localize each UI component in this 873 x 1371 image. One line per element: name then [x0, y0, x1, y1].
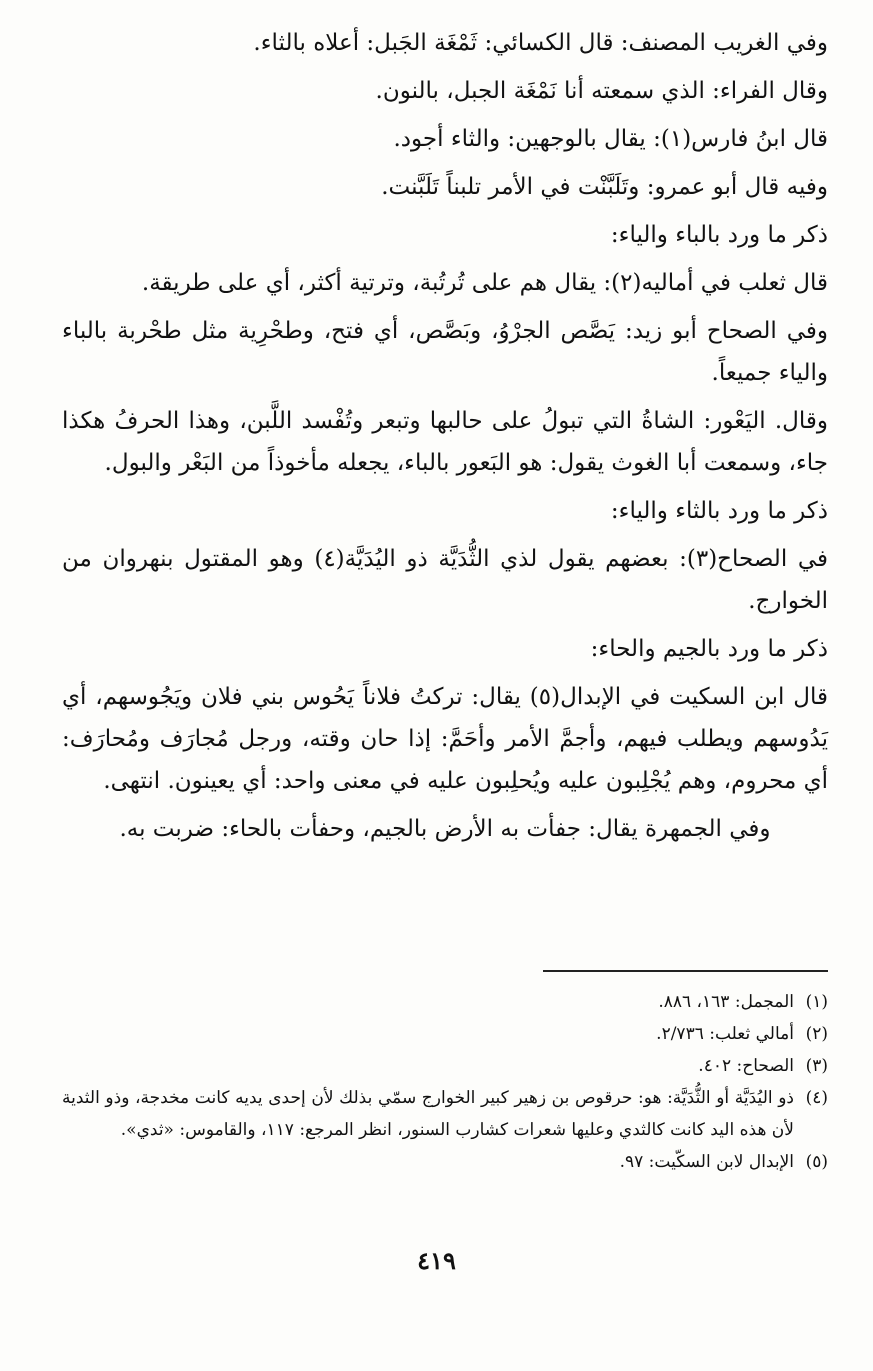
- paragraph: وفي الصحاح أبو زيد: يَصَّص الجرْوُ، وبَصَّص، أي فتح، وطحْرِية مثل طحْربة بالباء والياء جميعاً.: [62, 318, 828, 386]
- paragraph: وفيه قال أبو عمرو: وتَلَبَّنْت في الأمر تلبناً تَلَبَّنت.: [381, 174, 828, 200]
- paragraph: قال ابن السكيت في الإبدال(٥) يقال: تركتُ فلاناً يَحُوس بني فلان ويَجُوسهم، أي يَدُوسهم ويطلب فيهم، وأجمَّ الأمر وأحَمَّ: إذا حان وقته، ورجل مُجارَف ومُحارَف: أي محروم، وهم يُجْلِبون عليه ويُحلِبون عليه في معنى واحد: أي يعينون. انتهى.: [62, 684, 829, 794]
- paragraph: قال ثعلب في أماليه(٢): يقال هم على تُرتُبة، وترتية أكثر، أي على طريقة.: [141, 270, 828, 296]
- footnote-text: أمالي ثعلب: ٢/٧٣٦.: [656, 1024, 794, 1044]
- paragraph: وفي الغريب المصنف: قال الكسائي: ثَمْغَة الجَبل: أعلاه بالثاء.: [253, 30, 828, 56]
- main-text: [62, 22, 828, 856]
- footnote: [62, 1018, 828, 1050]
- footnote-number: (٥): [805, 1152, 828, 1172]
- paragraph: وفي الجمهرة يقال: جفأت به الأرض بالجيم، وحفأت بالحاء: ضربت به.: [119, 816, 771, 842]
- footnote-text: ذو اليُدَيَّة أو الثُّدَيَّة: هو: حرقوص بن زهير كبير الخوارج سمّي بذلك لأن إحدى يديه كانت مخدجة، وذو الثدية لأن هذه اليد كانت كالثدي وعليها شعرات كشارب السنور، انظر المرجع: ١١٧، والقاموس: «ثدي».: [62, 1088, 794, 1140]
- footnote-text: الإبدال لابن السكّيت: ٩٧.: [619, 1152, 794, 1172]
- page-number: ٤١٩: [417, 1246, 456, 1275]
- footnote-number: (١): [805, 992, 828, 1012]
- section-heading: ذكر ما ورد بالجيم والحاء:: [590, 636, 828, 662]
- footnotes: [62, 986, 828, 1178]
- paragraph: في الصحاح(٣): بعضهم يقول لذي الثُّدَيَّة ذو اليُدَيَّة(٤) وهو المقتول بنهروان من الخوارج.: [62, 546, 828, 614]
- footnote-text: الصحاح: ٤٠٢.: [698, 1056, 794, 1076]
- footnote-number: (٣): [805, 1056, 828, 1076]
- footnote-number: (٤): [805, 1088, 828, 1108]
- footnote: [62, 986, 828, 1018]
- footnote: [62, 1146, 828, 1178]
- paragraph: وقال الفراء: الذي سمعته أنا نَمْغَة الجبل، بالنون.: [375, 78, 828, 104]
- paragraph: وقال. اليَعْور: الشاةُ التي تبولُ على حالبها وتبعر وتُفْسد اللَّبن، وهذا الحرفُ هكذا جاء، وسمعت أبا الغوث يقول: هو البَعور بالباء، يجعله مأخوذاً من البَعْر والبول.: [62, 408, 828, 476]
- footnote: [62, 1050, 828, 1082]
- footnote-separator: [543, 970, 828, 972]
- footnote-text: المجمل: ١٦٣، ٨٨٦.: [658, 992, 794, 1012]
- section-heading: ذكر ما ورد بالثاء والياء:: [610, 498, 828, 524]
- footnote-number: (٢): [805, 1024, 828, 1044]
- section-heading: ذكر ما ورد بالباء والياء:: [610, 222, 828, 248]
- paragraph: قال ابنُ فارس(١): يقال بالوجهين: والثاء أجود.: [393, 126, 828, 152]
- footnote: [62, 1082, 828, 1146]
